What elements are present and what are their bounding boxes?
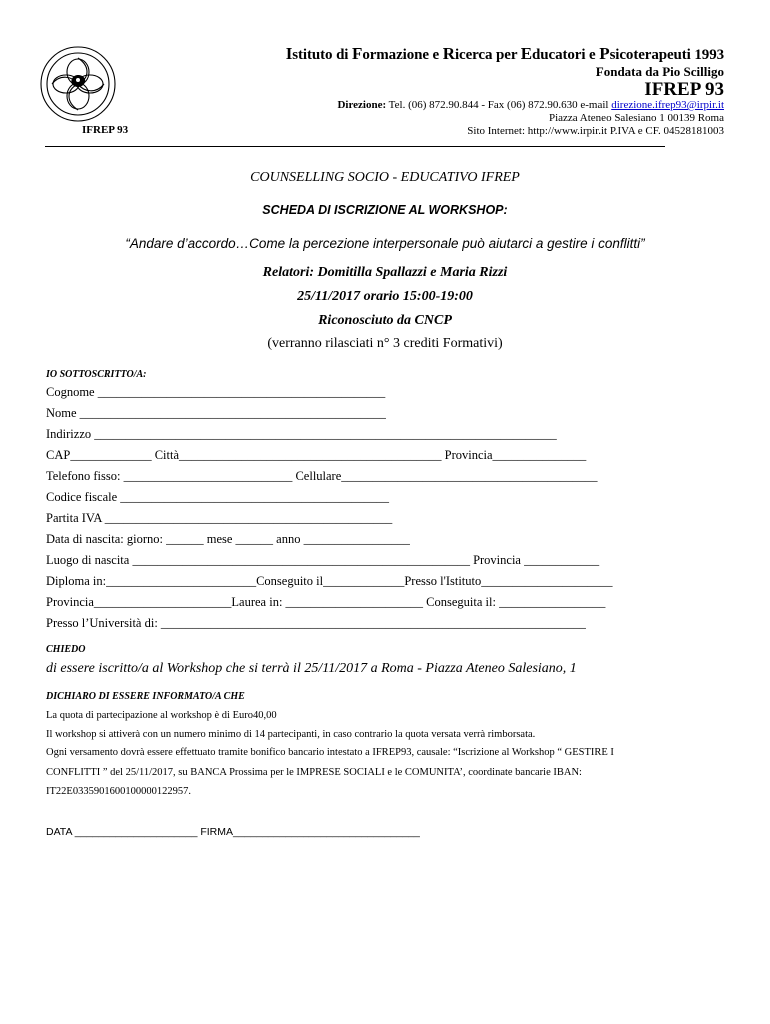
email-link[interactable]: direzione.ifrep93@irpir.it	[611, 99, 724, 111]
address-line: Piazza Ateneo Salesiano 1 00139 Roma	[548, 112, 724, 124]
address-field[interactable]: Indirizzo __________________________________________________________________________	[46, 427, 557, 441]
vat-number-field[interactable]: Partita IVA ______________________________________________	[46, 511, 393, 525]
contact-phones: Tel. (06) 872.90.844 - Fax (06) 872.90.630 e-mail	[386, 99, 612, 111]
tax-code-field[interactable]: Codice fiscale ___________________________________________	[46, 490, 390, 504]
declaration-line: CONFLITTI ” del 25/11/2017, su BANCA Prossima per le IMPRESE SOCIALI e le COMUNITA’, coordinate bancarie IBAN:	[46, 767, 582, 778]
degree-field[interactable]: Provincia______________________Laurea in: ______________________ Conseguita il: _________________	[46, 595, 606, 609]
contact-line	[337, 99, 724, 111]
logo-caption: IFREP 93	[82, 124, 129, 136]
cap-city-province-field[interactable]: CAP_____________ Città__________________________________________ Provincia_______________	[46, 448, 587, 462]
university-field[interactable]: Presso l’Università di: ____________________________________________________________________	[46, 616, 586, 630]
birth-date-field[interactable]: Data di nascita: giorno: ______ mese ______ anno _________________	[46, 532, 410, 546]
birth-place-field[interactable]: Luogo di nascita ______________________________________________________ Provincia ____________	[46, 553, 600, 567]
header-divider	[45, 146, 665, 147]
title-word: stituto di	[292, 47, 353, 63]
date-signature-field[interactable]: DATA _____________________ FIRMA________________________________	[46, 826, 420, 838]
request-text: di essere iscritto/a al Workshop che si terrà il 25/11/2017 a Roma - Piazza Ateneo Salesiano, 1	[46, 661, 577, 676]
program-title: COUNSELLING SOCIO - EDUCATIVO IFREP	[250, 170, 520, 185]
event-date-time: 25/11/2017 orario 15:00-19:00	[297, 289, 473, 304]
institute-subtitle: Fondata da Pio Scilligo	[595, 64, 724, 79]
title-initial: E	[520, 44, 533, 63]
surname-field[interactable]: Cognome ______________________________________________	[46, 385, 386, 399]
declaration-line: Ogni versamento dovrà essere effettuato tramite bonifico bancario intestato a IFREP93, causale: “Iscrizione al Workshop “ GESTIRE I	[46, 747, 614, 758]
section-label-undersigned: IO SOTTOSCRITTO/A:	[46, 369, 147, 380]
phone-mobile-field[interactable]: Telefono fisso: ___________________________ Cellulare_________________________________________	[46, 469, 598, 483]
title-initial: P	[599, 44, 610, 63]
title-initial: R	[442, 44, 455, 63]
title-word: ducatori e	[532, 47, 600, 63]
website-line: Sito Internet: http://www.irpir.it P.IVA e CF. 04528181003	[467, 125, 724, 137]
title-word: sicoterapeuti 1993	[609, 47, 724, 63]
institute-title	[286, 44, 724, 64]
speakers: Relatori: Domitilla Spallazzi e Maria Rizzi	[262, 265, 508, 280]
ifrep-logo-icon	[38, 44, 118, 124]
direction-label: Direzione:	[337, 99, 387, 111]
section-label-declaration: DICHIARO DI ESSERE INFORMATO/A CHE	[46, 691, 245, 702]
credits-note: (verranno rilasciati n° 3 crediti Formativi)	[267, 336, 503, 351]
title-initial: I	[285, 44, 293, 63]
declaration-line: IT22E0335901600100000122957.	[46, 786, 191, 797]
title-word: icerca per	[454, 47, 521, 63]
title-word: ormazione e	[362, 47, 443, 63]
section-label-request: CHIEDO	[46, 644, 86, 655]
name-field[interactable]: Nome _________________________________________________	[46, 406, 386, 420]
recognition: Riconosciuto da CNCP	[318, 313, 452, 328]
declaration-line: Il workshop si attiverà con un numero minimo di 14 partecipanti, in caso contrario la quota versata verrà rimborsata.	[46, 729, 536, 740]
title-initial: F	[352, 44, 363, 63]
diploma-field[interactable]: Diploma in:________________________Conseguito il_____________Presso l'Istituto_____________________	[46, 574, 613, 588]
institute-name: IFREP 93	[644, 79, 724, 100]
declaration-line: La quota di partecipazione al workshop è di Euro40,00	[46, 710, 277, 721]
form-title: SCHEDA DI ISCRIZIONE AL WORKSHOP:	[262, 203, 508, 217]
workshop-title: “Andare d’accordo…Come la percezione interpersonale può aiutarci a gestire i conflitti”	[125, 236, 645, 251]
